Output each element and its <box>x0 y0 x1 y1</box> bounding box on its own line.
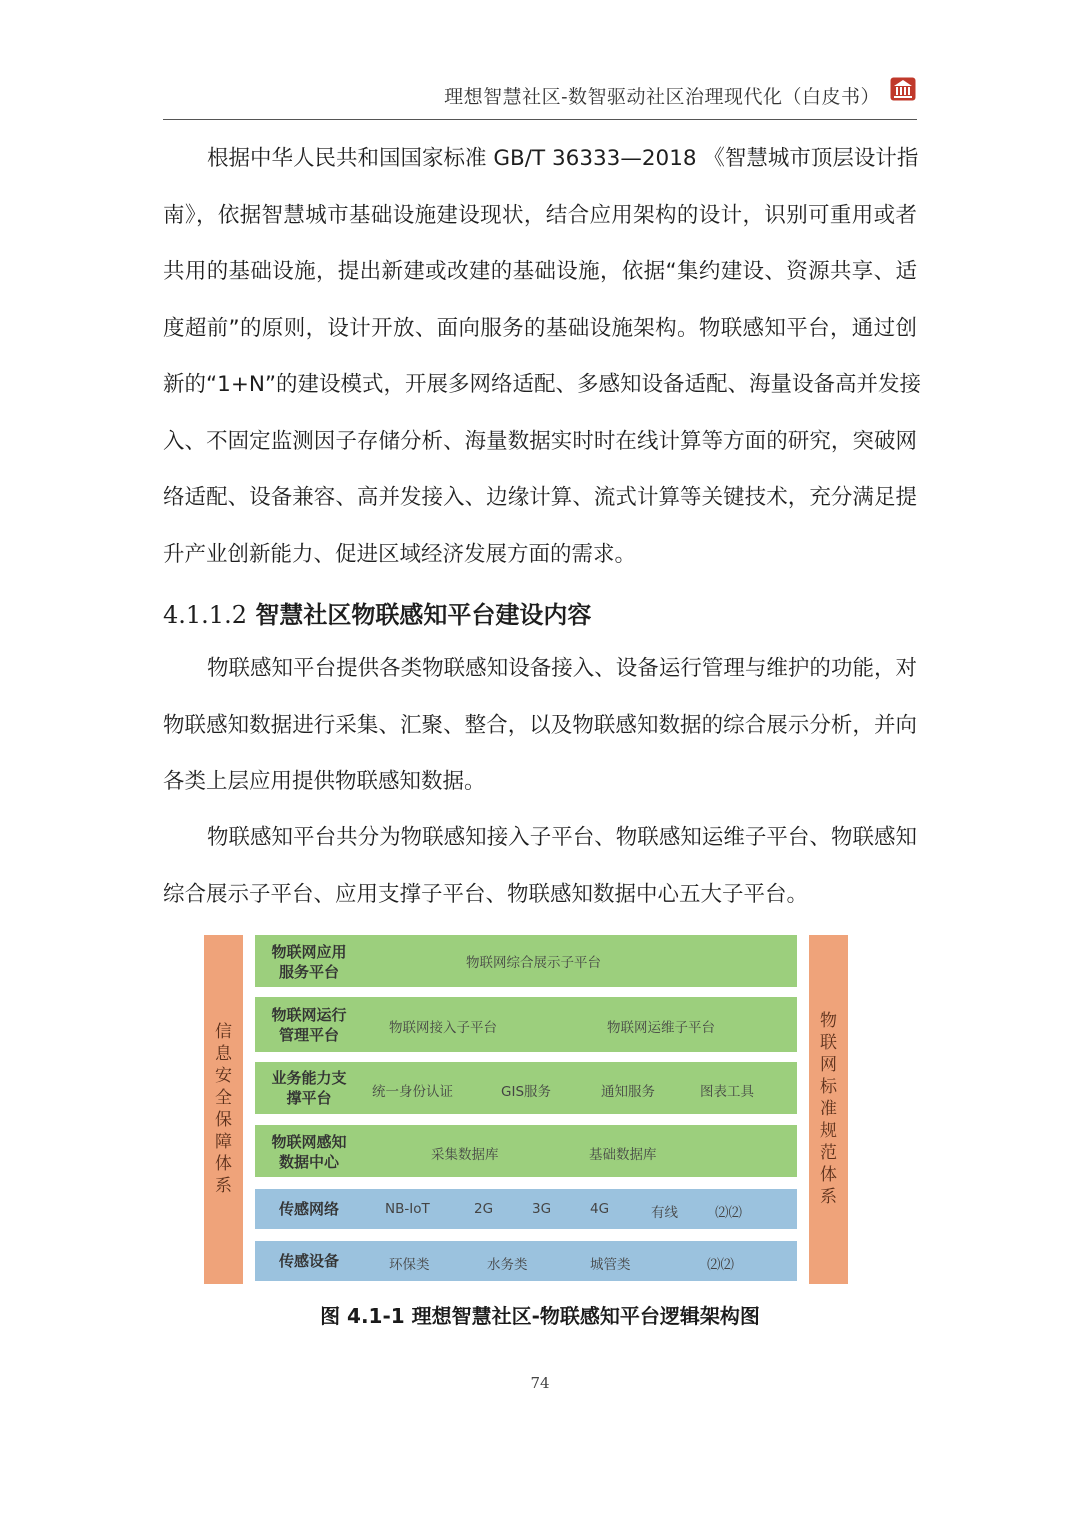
header-divider <box>163 119 917 120</box>
paragraph-line: 新的“1+N”的建设模式，开展多网络适配、多感知设备适配、海量设备高并发接 <box>163 372 922 397</box>
layer-item: ⑵⑵ <box>715 1205 742 1221</box>
paragraph-line: 根据中华人民共和国国家标准 GB/T 36333—2018 《智慧城市顶层设计指 <box>207 146 919 171</box>
paragraph-line: 升产业创新能力、促进区域经济发展方面的需求。 <box>163 541 637 567</box>
layer-item: ⑵⑵ <box>707 1257 734 1273</box>
architecture-diagram <box>204 935 848 1284</box>
paragraph-line: 物联感知数据进行采集、汇聚、整合，以及物联感知数据的综合展示分析，并向 <box>163 712 917 738</box>
security-system-bar <box>204 935 243 1284</box>
layer-item: 采集数据库 <box>431 1147 499 1163</box>
paragraph-platform-functions <box>163 641 917 811</box>
layer-item: 基础数据库 <box>589 1147 657 1163</box>
paragraph-line: 综合展示子平台、应用支撑子平台、物联感知数据中心五大子平台。 <box>163 881 809 907</box>
figure-caption: 图 4.1-1 理想智慧社区-物联感知平台逻辑架构图 <box>320 1304 760 1328</box>
paragraph-line: 入、不固定监测因子存储分析、海量数据实时时在线计算等方面的研究，突破网 <box>163 428 917 454</box>
layer-label: 物联网感知 数据中心 <box>271 1133 347 1171</box>
layer-label: 业务能力支 撑平台 <box>271 1069 347 1107</box>
layer-item: 图表工具 <box>700 1084 754 1100</box>
layer-label: 物联网运行 管理平台 <box>271 1006 347 1044</box>
layer-operation-management <box>255 997 797 1052</box>
paragraph-line: 南》，依据智慧城市基础设施建设现状，结合应用架构的设计，识别可重用或者 <box>163 202 917 228</box>
section-title: 智慧社区物联感知平台建设内容 <box>255 601 592 629</box>
security-system-label: 信 息 安 全 保 障 体 系 <box>215 1022 232 1196</box>
layer-item: 有线 <box>651 1205 678 1221</box>
page-number: 74 <box>530 1374 550 1392</box>
standards-system-label: 物 联 网 标 准 规 范 体 系 <box>820 1011 837 1207</box>
layer-item: 水务类 <box>487 1257 528 1273</box>
layer-label: 物联网应用 服务平台 <box>271 943 347 981</box>
paragraph-standard-intro <box>163 131 922 583</box>
header-title: 理想智慧社区-数智驱动社区治理现代化（白皮书） <box>444 86 880 108</box>
layer-item: 环保类 <box>389 1257 430 1273</box>
layer-data-center <box>255 1125 797 1177</box>
layer-item: 物联网综合展示子平台 <box>466 955 601 971</box>
layer-item: 物联网接入子平台 <box>389 1020 497 1036</box>
section-heading <box>163 595 591 630</box>
layer-item: 4G <box>590 1201 610 1217</box>
paragraph-line: 度超前”的原则，设计开放、面向服务的基础设施架构。物联感知平台，通过创 <box>163 315 917 341</box>
layer-sensor-devices <box>255 1241 797 1281</box>
layer-item: 城管类 <box>590 1257 631 1273</box>
paragraph-line: 各类上层应用提供物联感知数据。 <box>163 769 486 794</box>
layer-application-service <box>255 935 797 987</box>
layer-item: 3G <box>532 1201 552 1217</box>
layer-sensor-network <box>255 1189 797 1229</box>
paragraph-line: 物联感知平台提供各类物联感知设备接入、设备运行管理与维护的功能，对 <box>207 656 917 681</box>
layer-item: 物联网运维子平台 <box>607 1020 715 1036</box>
standards-system-bar <box>809 935 848 1284</box>
layer-capability-support <box>255 1062 797 1114</box>
section-number: 4.1.1.2 <box>163 601 247 629</box>
layer-item: 统一身份认证 <box>372 1084 453 1100</box>
paragraph-line: 络适配、设备兼容、高并发接入、边缘计算、流式计算等关键技术，充分满足提 <box>163 485 917 510</box>
publisher-logo-icon <box>890 77 916 101</box>
paragraph-line: 物联感知平台共分为物联感知接入子平台、物联感知运维子平台、物联感知 <box>207 825 917 850</box>
layer-item: NB-IoT <box>385 1201 430 1217</box>
paragraph-line: 共用的基础设施，提出新建或改建的基础设施，依据“集约建设、资源共享、适 <box>163 259 917 284</box>
layer-item: 2G <box>474 1201 494 1217</box>
paragraph-subplatforms <box>163 810 917 923</box>
layer-label: 传感网络 <box>278 1200 339 1218</box>
layer-label: 传感设备 <box>278 1252 339 1270</box>
layer-item: GIS服务 <box>501 1084 552 1100</box>
layer-item: 通知服务 <box>601 1084 655 1100</box>
